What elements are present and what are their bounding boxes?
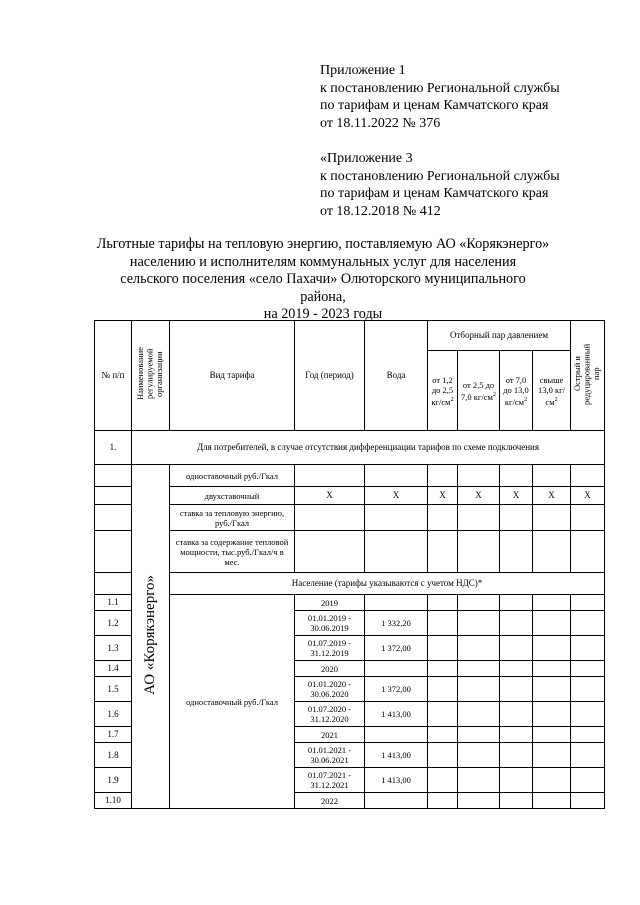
title-line1: Льготные тарифы на тепловую энергию, поставляемую АО «Корякэнерго» — [96, 236, 550, 252]
water-value-cell: 1 372,00 — [365, 677, 428, 702]
tariff-value-cell: X — [365, 487, 428, 505]
tariff-row — [95, 465, 605, 487]
population-tariff-label: одноставочный руб./Гкал — [170, 595, 295, 809]
tariff-value-cell — [500, 465, 533, 487]
tariff-value-cell — [533, 531, 571, 573]
row-number: 1.10 — [95, 793, 132, 809]
header-steam-2: от 2,5 до 7,0 $кг/см^2$ — [458, 351, 500, 431]
steam-value-cell — [533, 702, 571, 727]
header-org: Наименование регулируемой организации — [132, 321, 170, 431]
steam-value-cell — [428, 661, 458, 677]
steam-value-cell — [571, 595, 605, 611]
section1-num: 1. — [95, 431, 132, 465]
steam-value-cell — [458, 661, 500, 677]
header-steam-3: от 7,0 до 13,0 $кг/см^2$ — [500, 351, 533, 431]
steam-value-cell — [571, 702, 605, 727]
tariff-value-cell — [458, 465, 500, 487]
steam-value-cell — [458, 768, 500, 793]
period-cell: 01.07.2019 - 31.12.2019 — [295, 636, 365, 661]
row-number: 1.8 — [95, 743, 132, 768]
header-steam-1: от 1,2 до 2,5 $кг/см^2$ — [428, 351, 458, 431]
period-cell: 2020 — [295, 661, 365, 677]
steam-value-cell — [500, 768, 533, 793]
steam-value-cell — [428, 743, 458, 768]
water-value-cell — [365, 661, 428, 677]
row-number: 1.6 — [95, 702, 132, 727]
appendix3-line1: «Приложение 3 — [320, 151, 413, 166]
tariff-type-label: двухставочный — [170, 487, 295, 505]
tariff-value-cell: X — [571, 487, 605, 505]
steam-value-cell — [458, 743, 500, 768]
period-cell: 01.01.2019 - 30.06.2019 — [295, 611, 365, 636]
tariff-value-cell — [365, 465, 428, 487]
header-block — [320, 62, 620, 220]
steam-value-cell — [533, 611, 571, 636]
steam-value-cell — [500, 702, 533, 727]
steam-value-cell — [458, 793, 500, 809]
tariff-value-cell — [533, 465, 571, 487]
steam-value-cell — [500, 793, 533, 809]
table-row — [95, 595, 605, 611]
header-steam-group: Отборный пар давлением — [428, 321, 571, 351]
row-number: 1.1 — [95, 595, 132, 611]
period-cell: 01.01.2021 - 30.06.2021 — [295, 743, 365, 768]
steam-value-cell — [571, 636, 605, 661]
period-cell: 01.07.2021 - 31.12.2021 — [295, 768, 365, 793]
tariff-value-cell — [458, 531, 500, 573]
water-value-cell: 1 332,20 — [365, 611, 428, 636]
period-cell: 2022 — [295, 793, 365, 809]
row-number: 1.3 — [95, 636, 132, 661]
row-number: 1.5 — [95, 677, 132, 702]
title-line4: на 2019 - 2023 годы — [263, 306, 383, 322]
tariff-row — [95, 531, 605, 573]
appendix3-line4: от 18.12.2018 № 412 — [320, 203, 441, 219]
row-number: 1.2 — [95, 611, 132, 636]
water-value-cell — [365, 793, 428, 809]
steam-value-cell — [500, 727, 533, 743]
steam-value-cell — [428, 793, 458, 809]
period-cell: 01.01.2020 - 30.06.2020 — [295, 677, 365, 702]
header-year: Год (период) — [295, 321, 365, 431]
steam-value-cell — [533, 661, 571, 677]
steam-value-cell — [571, 743, 605, 768]
steam-value-cell — [533, 768, 571, 793]
header-num: № п/п — [95, 321, 132, 431]
appendix1-line4: от 18.11.2022 № 376 — [320, 115, 441, 131]
section1-row — [95, 431, 605, 465]
period-cell: 01.07.2020 - 31.12.2020 — [295, 702, 365, 727]
tariff-value-cell — [428, 505, 458, 531]
tariff-row — [95, 505, 605, 531]
steam-value-cell — [428, 727, 458, 743]
water-value-cell: 1 413,00 — [365, 743, 428, 768]
tariff-value-cell — [365, 505, 428, 531]
steam-value-cell — [571, 793, 605, 809]
tariff-value-cell — [571, 531, 605, 573]
steam-value-cell — [458, 727, 500, 743]
steam-value-cell — [428, 768, 458, 793]
steam-value-cell — [571, 661, 605, 677]
water-value-cell — [365, 727, 428, 743]
title-line3: сельского поселения «село Пахачи» Олюторского муниципального района, — [120, 271, 526, 305]
tariff-value-cell — [500, 505, 533, 531]
row-number: 1.7 — [95, 727, 132, 743]
period-cell: 2021 — [295, 727, 365, 743]
tariff-value-cell — [295, 465, 365, 487]
water-value-cell: 1 413,00 — [365, 768, 428, 793]
steam-value-cell — [533, 743, 571, 768]
steam-value-cell — [500, 661, 533, 677]
row-number: 1.9 — [95, 768, 132, 793]
tariff-value-cell — [500, 531, 533, 573]
tariff-value-cell: X — [458, 487, 500, 505]
tariff-value-cell: X — [295, 487, 365, 505]
steam-value-cell — [428, 595, 458, 611]
tariff-table — [94, 320, 605, 809]
tariff-value-cell — [428, 465, 458, 487]
steam-value-cell — [533, 727, 571, 743]
steam-value-cell — [533, 636, 571, 661]
header-steam-4: свыше 13,0 $кг/см^2$ — [533, 351, 571, 431]
header-row-1 — [95, 321, 605, 351]
document-title — [96, 236, 550, 324]
steam-value-cell — [533, 793, 571, 809]
water-value-cell — [365, 595, 428, 611]
tariff-value-cell — [533, 505, 571, 531]
tariff-value-cell — [571, 505, 605, 531]
header-water: Вода — [365, 321, 428, 431]
appendix1-line1: Приложение 1 — [320, 63, 406, 78]
tariff-value-cell — [365, 531, 428, 573]
tariff-value-cell — [458, 505, 500, 531]
tariff-value-cell: X — [428, 487, 458, 505]
steam-value-cell — [533, 677, 571, 702]
period-cell: 2019 — [295, 595, 365, 611]
tariff-row — [95, 487, 605, 505]
tariff-value-cell: X — [533, 487, 571, 505]
steam-value-cell — [428, 636, 458, 661]
appendix1-line2: к постановлению Региональной службы — [320, 80, 560, 96]
steam-value-cell — [458, 636, 500, 661]
tariff-value-cell — [428, 531, 458, 573]
steam-value-cell — [428, 611, 458, 636]
steam-value-cell — [500, 677, 533, 702]
header-tariff-type: Вид тарифа — [170, 321, 295, 431]
org-name-cell: АО «Корякэнерго» — [132, 465, 170, 809]
steam-value-cell — [571, 727, 605, 743]
steam-value-cell — [458, 595, 500, 611]
population-section-row — [95, 573, 605, 595]
water-value-cell: 1 413,00 — [365, 702, 428, 727]
steam-value-cell — [500, 743, 533, 768]
steam-value-cell — [571, 611, 605, 636]
appendix3-line2: к постановлению Региональной службы — [320, 168, 560, 184]
population-section-text: Население (тарифы указываются с учетом НДС)* — [170, 573, 605, 595]
steam-value-cell — [458, 702, 500, 727]
header-sharp-steam: Острый и редуцированный пар — [571, 321, 605, 431]
tariff-value-cell — [295, 531, 365, 573]
appendix3-line3: по тарифам и ценам Камчатского края — [320, 186, 549, 201]
steam-value-cell — [500, 611, 533, 636]
appendix1-line3: по тарифам и ценам Камчатского края — [320, 98, 549, 113]
steam-value-cell — [533, 595, 571, 611]
steam-value-cell — [500, 636, 533, 661]
tariff-value-cell — [571, 465, 605, 487]
steam-value-cell — [500, 595, 533, 611]
steam-value-cell — [428, 677, 458, 702]
steam-value-cell — [428, 702, 458, 727]
tariff-type-label: ставка за тепловую энергию, руб./Гкал — [170, 505, 295, 531]
section1-text: Для потребителей, в случае отсутствия дифференциации тарифов по схеме подключения — [132, 431, 605, 465]
title-line2: населению и исполнителям коммунальных услуг для населения — [129, 253, 517, 270]
tariff-type-label: одноставочный руб./Гкал — [170, 465, 295, 487]
tariff-value-cell — [295, 505, 365, 531]
tariff-value-cell: X — [500, 487, 533, 505]
steam-value-cell — [571, 677, 605, 702]
steam-value-cell — [458, 611, 500, 636]
steam-value-cell — [571, 768, 605, 793]
steam-value-cell — [458, 677, 500, 702]
row-number: 1.4 — [95, 661, 132, 677]
tariff-type-label: ставка за содержание тепловой мощности, тыс.руб./Гкал/ч в мес. — [170, 531, 295, 573]
water-value-cell: 1 372,00 — [365, 636, 428, 661]
